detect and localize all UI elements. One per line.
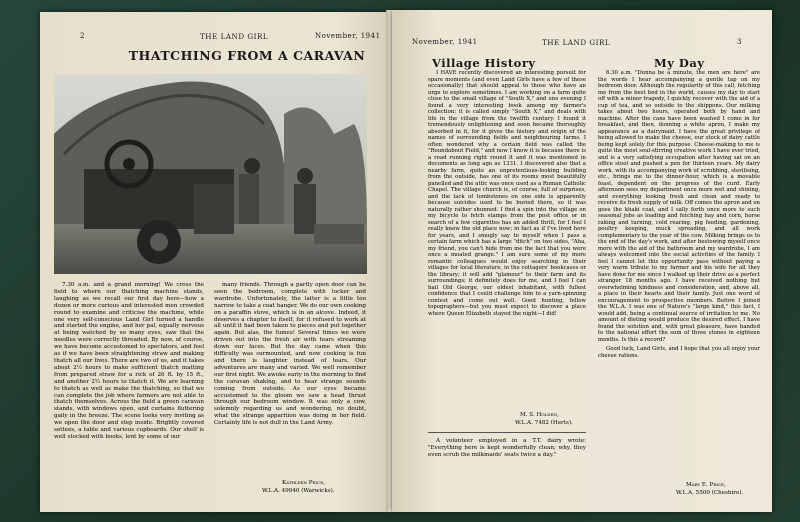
village-history-signature-id: W.L.A. 7482 (Herts). (515, 420, 573, 426)
left-page-number: 2 (80, 32, 85, 40)
article-title-my-day: My Day (654, 56, 705, 70)
thatching-signature-name: Kathleen Price, (282, 480, 325, 486)
village-history-column (428, 70, 586, 317)
dairy-quote-text: A volunteer employed in a T.T. dairy wrote: "Everything here is kept wonderfully clean; why, they even scrub the milkmaids' seats twice a day." (428, 438, 586, 458)
my-day-signature-id: W.L.A. 5500 (Cheshire). (676, 490, 744, 496)
article-title-village-history: Village History (432, 56, 536, 70)
divider-rule (428, 432, 586, 433)
village-history-signature-name: M. S. Holden, (520, 412, 559, 418)
my-day-closing: Good luck, Land Girls, and I hope that you all enjoy your cheese rations. (598, 346, 760, 359)
thatching-column-1 (54, 282, 204, 441)
left-running-title: THE LAND GIRL (200, 32, 269, 41)
right-page-number: 3 (737, 38, 742, 46)
my-day-signature-name: Mary E. Price, (686, 482, 726, 488)
left-date: November, 1941 (315, 32, 381, 40)
thatching-column-2 (214, 282, 366, 427)
right-running-title: THE LAND GIRL (542, 38, 611, 47)
village-history-text: I HAVE recently discovered an interesting pursuit for spare moments (and even Land Girls have a few of these occasionally) that should appeal to those who have an urge to explore sometimes. I am working on a farm quite close to the small village of "South X," and one evening I found a very interesting book among my farmer's collection; it is called simply "South X," and deals with life in the village from the twelfth century. I found it tremendously enlightening and soon became thoroughly absorbed in it, for it gives the history and origin of the names of surrounding fields and neighbouring farms. I often wondered why a certain field was called the "Roundabout Field," and now I know it is because there is a road running right round it and it was mentioned in documents as long ago as 1331. I discovered also that a nearby farm, quite an unpretentious-looking building from the outside, has one of its rooms most beautifully panelled and the attic was once used as a Roman Catholic Chapel. The village church is, of course, full of surprises, and the lack of tombstones on one side is apparently because suicides used to be buried there, so it was naturally rather shunned. I find a spin into the village on my bicycle to fetch stamps from the post office or in search of a few cigarettes has an added thrill, for I feel I really know the old place now; in fact as if I've lived here for years, and I smugly say to myself when I pass a certain farm which has a large "ditch" on two sides, "Aha, my friend, you can't hide from me the fact that you were once a moated grange." I am sure some of my more romantic colleagues would enjoy searching in their villages for local literature, in the cottagers' bookcases or the library; it will add "glamour" to their farm and its surroundings; it definitely does for me, and I feel I can hail Old George, our oldest inhabitant, with fullest confidence that I could challenge him to a yarn-spinning contest and come out well. Good hunting, fellow topographers—but you must expect to discover a place where Queen Elizabeth stayed the night—I did! (428, 70, 586, 317)
article-title-thatching: THATCHING FROM A CARAVAN (128, 48, 366, 63)
thatching-text-1: 7.30 a.m. and a grand morning! We cross the field to where our thatching machine stands, laughing as we recall our first day here—how a dozen or more curious and interested men crowded round to examine and criticise the machine, while one very self-conscious Land Girl turned a handle and started the engine, and her pal, equally nervous at being watched by so many eyes, saw that the needles were correctly threaded. By now, of course, we have become accustomed to spectators, and feel as if we have been straightening straw and making thatch all our lives. There are two of us, and it takes about 2½ hours to make sufficient thatch matting from prepared straw for a rick of 26 ft. by 15 ft., and another 2½ hours to thatch it. We are learning to thatch as well as make the thatching, so that we can complete the job where farmers are not able to thatch themselves. Across the field a green caravan stands, with windows open, and curtains fluttering gaily in the breeze. The scene looks very inviting as we open the door and step inside. Brightly covered settees, a table and various cupboards. Our shelf is well stocked with books, lent by some of our (54, 282, 204, 440)
my-day-text: 6.30 a.m. "Dunna be a minute, the men are here" are the words I hear accompanying a gentle tap on my bedroom door. Although the regularity of this call, fetching me from the best bed in the world, causes my day to start off with a minor tragedy, I quickly recover with the aid of a cup of tea, and so outside to the shippons. Our milking takes about two hours, operated both by hand and machine. After the cans have been washed I come in for breakfast, and then, donning a white apron, I make my appearance as a dairymaid. I have the great privilege of being allowed to make the cheese, our stock of dairy cattle being kept solely for this purpose. Cheese-making to me is quite the most soul-stirring creative work I have ever tried, and is a very satisfying occupation after having sat on an office stool and pushed a pen for thirteen years. My dairy work, with its accompanying work of scrubbing, sterilising, etc., brings me to the dinner-hour, which is a movable feast, dependent on the progress of the curd. Early afternoon sees my department once more wet and shining, and everything looking fresh and clean and ready to receive its fresh supply of milk. Off comes the apron and on goes the khaki coat, and I sally forth once more to such seasonal jobs as loading and fetching hay and corn, horse raking and turning, cold rearing, pig feeding, gardening, poultry keeping, muck spreading, and all work complementary to the year of the cow. Milking brings us to the end of the day's work, and after bestowing myself once more with the aid of the bathroom and my wardrobe, I am always welcomed into the social activities of the family. I feel I cannot let this opportunity pass without paying a very warm tribute to my farmer and his wife for all they have done for me since I walked up their drive as a perfect stranger 18 months ago. I have received nothing but overwhelming kindness and consideration, and, above all, a place in their hearts and their family. Just one word of encouragement to prospective members. Before I joined the W.L.A. I was one of Nature's "large kind," this fact, I would add, being a continual source of irritation to me. No amount of dieting would produce the desired effect. I have found the solution and, with great pleasure, have handed to the national effort the sum of three stones in eighteen months. Is this a record? (598, 70, 760, 343)
dairy-quote-box (428, 438, 586, 459)
threshing-machine-photo (54, 74, 367, 274)
my-day-column (598, 70, 760, 359)
right-date: November, 1941 (412, 38, 478, 46)
thatching-text-2: many friends. Through a partly open door can be seen the bedroom, complete with locker and wardrobe. Unfortunately, the latter is a little too narrow to take a coat hanger. We do our own cooking on a paraffin stove, which is in an alcove. Indeed, it deserves a chapter to itself, for it refused to work at all until it had been taken to pieces and put together again. But alas, the fumes! Several times we were driven out into the fresh air with tears streaming down our faces. But the day came when this difficulty was surmounted, and now cooking is fun and there is laughter instead of tears. Our adventures are many and varied. We well remember our first night. We awoke early in the morning to find the caravan shaking, and to hear strange sounds coming from outside. As our eyes became accustomed to the gloom we saw a head thrust through our bedroom window. It was only a cow, solemnly regarding us and wondering, no doubt, what the strange apparition was doing in her field. Certainly life is not dull in the Land Army. (214, 282, 366, 427)
thatching-signature-id: W.L.A. 49940 (Warwicks). (262, 488, 335, 494)
photo-image-icon (54, 74, 367, 274)
